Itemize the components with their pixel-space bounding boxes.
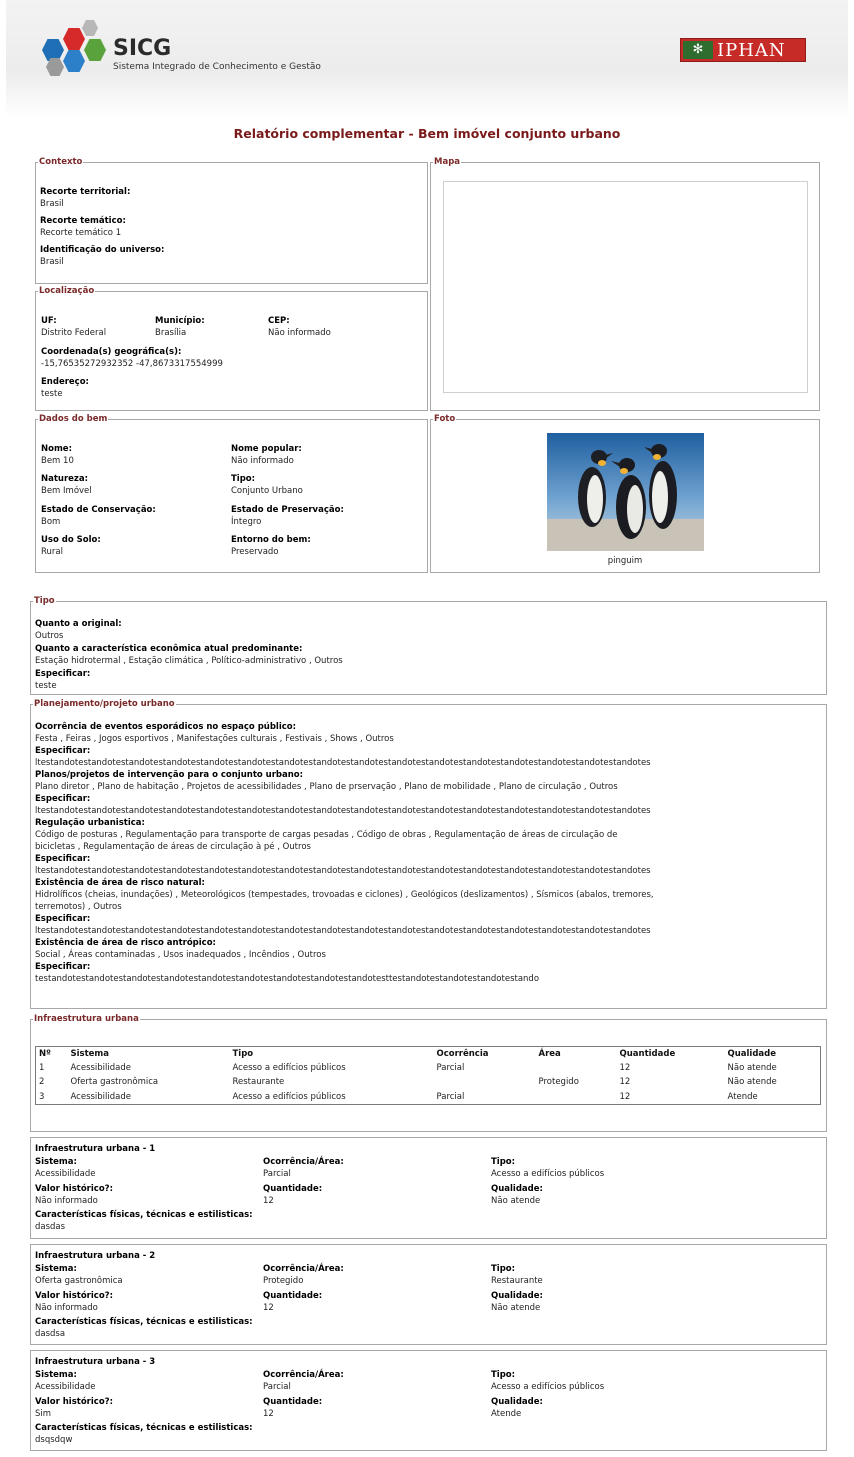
tipo-legend: Tipo: [34, 596, 55, 606]
cep-field: [268, 316, 331, 339]
table-row: [36, 1061, 821, 1076]
field-label: Estado de Preservação:: [231, 505, 344, 515]
infra-detail-title: Infraestrutura urbana - 1: [35, 1144, 156, 1154]
field-value: ltestandotestandotestandotestandotestandotestandotestandotestandotestandotestandotestandotestandotestandotestandotestandotestandotes: [35, 926, 651, 936]
table-cell: Atende: [727, 1091, 758, 1102]
field-label: Especificar:: [35, 794, 91, 804]
mapa-section: [430, 157, 820, 411]
field-value: 12: [263, 1409, 274, 1419]
field-label: Especificar:: [35, 746, 91, 756]
municipio-field: [155, 316, 205, 339]
sistema-field: [35, 1264, 123, 1287]
coordenadas-value: -15,76535272932352 -47,8673317554999: [41, 359, 223, 369]
field-label: Qualidade:: [491, 1291, 543, 1301]
field-value: Preservado: [231, 547, 279, 557]
table-cell: Não atende: [727, 1062, 777, 1073]
qualidade-field: [491, 1397, 543, 1420]
caracteristicas-field: [35, 1317, 253, 1340]
field-label: Sistema:: [35, 1157, 77, 1167]
field-value: Acesso a edifícios públicos: [491, 1382, 605, 1392]
preservacao-field: [231, 505, 344, 528]
valor-historico-field: [35, 1291, 113, 1314]
table-cell: Acessibilidade: [70, 1062, 131, 1073]
field-value: Parcial: [263, 1382, 291, 1392]
table-cell: Não atende: [727, 1077, 777, 1088]
field-value: Não informado: [35, 1196, 98, 1206]
field-value: Íntegro: [231, 517, 262, 527]
tipo-field: [491, 1370, 604, 1393]
iphan-label: IPHAN: [717, 40, 786, 61]
field-label: Regulação urbanistica:: [35, 818, 145, 828]
map-panel[interactable]: [443, 181, 808, 393]
localizacao-legend: Localização: [39, 286, 95, 296]
infra-detail-card: [30, 1350, 827, 1451]
endereco-field: [41, 377, 89, 400]
field-label: Valor histórico?:: [35, 1291, 113, 1301]
field-value: 12: [263, 1196, 274, 1206]
table-cell: Acesso a edifícios públicos: [232, 1062, 346, 1073]
ocorrencia-field: [263, 1264, 344, 1287]
field-label: Ocorrência/Área:: [263, 1264, 344, 1274]
table-cell: Restaurante: [232, 1077, 285, 1088]
field-label: Especificar:: [35, 914, 91, 924]
infra-detail-title: Infraestrutura urbana - 3: [35, 1357, 156, 1367]
planejamento-section: [30, 699, 827, 1009]
valor-historico-field: [35, 1184, 113, 1207]
entorno-field: [231, 535, 311, 558]
localizacao-section: [35, 286, 428, 411]
field-label: Estado de Conservação:: [41, 505, 156, 515]
field-value: 12: [263, 1303, 274, 1313]
field-value: Acessibilidade: [35, 1169, 96, 1179]
report-header: [6, 0, 848, 118]
table-cell: Acessibilidade: [70, 1091, 131, 1102]
sistema-field: [35, 1370, 96, 1393]
field-value: dasdas: [35, 1222, 66, 1232]
table-cell: Acesso a edifícios públicos: [232, 1091, 346, 1102]
field-value: Estação hidrotermal , Estação climática , Político-administrativo , Outros: [35, 656, 343, 666]
nome-popular-field: [231, 444, 302, 467]
field-value: ltestandotestandotestandotestandotestandotestandotestandotestandotestandotestandotestandotestandotestandotestandotestandotestandotes: [35, 866, 651, 876]
tipo-field: [491, 1157, 604, 1180]
field-value: Não atende: [491, 1303, 541, 1313]
column-header: Área: [538, 1048, 561, 1059]
field-value: Bom: [41, 517, 61, 527]
foto-section: [430, 414, 820, 573]
tipo-section: [30, 596, 827, 695]
table-cell: [536, 1061, 617, 1076]
field-label: Natureza:: [41, 474, 89, 484]
field-label: Planos/projetos de intervenção para o conjunto urbano:: [35, 770, 304, 780]
field-label: Ocorrência/Área:: [263, 1157, 344, 1167]
field-value: Restaurante: [491, 1276, 543, 1286]
infra-legend: Infraestrutura urbana: [34, 1014, 139, 1024]
table-cell: [434, 1075, 536, 1090]
photo-caption: pinguim: [607, 556, 643, 566]
column-header: Nº: [39, 1048, 51, 1059]
foto-legend: Foto: [434, 414, 456, 424]
field-label: Qualidade:: [491, 1397, 543, 1407]
valor-historico-field: [35, 1397, 113, 1420]
sicg-name: SICG: [113, 36, 172, 61]
field-value: dsqsdqw: [35, 1435, 73, 1445]
field-label: Sistema:: [35, 1370, 77, 1380]
caracteristicas-field: [35, 1423, 253, 1446]
quantidade-field: [263, 1184, 322, 1207]
field-label: Recorte temático:: [40, 216, 126, 226]
field-value: teste: [35, 681, 57, 691]
endereco-label: Endereço:: [41, 377, 89, 387]
table-cell: 12: [619, 1062, 631, 1073]
field-label: Especificar:: [35, 669, 91, 679]
field-value: dasdsa: [35, 1329, 66, 1339]
field-label: Características físicas, técnicas e estilisticas:: [35, 1210, 253, 1220]
contexto-fields: [40, 187, 423, 268]
conservacao-field: [41, 505, 156, 528]
ocorrencia-field: [263, 1157, 344, 1180]
uf-value: Distrito Federal: [41, 328, 107, 338]
field-label: Recorte territorial:: [40, 187, 131, 197]
sistema-field: [35, 1157, 96, 1180]
field-label: Valor histórico?:: [35, 1184, 113, 1194]
sicg-logo-icon: [42, 22, 108, 78]
infra-detail-card: [30, 1244, 827, 1345]
field-value: Festa , Feiras , Jogos esportivos , Manifestações culturais , Festivais , Shows , Outros: [35, 734, 394, 744]
coordenadas-label: Coordenada(s) geográfica(s):: [41, 347, 182, 357]
penguin-photo[interactable]: [547, 433, 704, 551]
field-label: Sistema:: [35, 1264, 77, 1274]
uf-label: UF:: [41, 316, 57, 326]
ocorrencia-field: [263, 1370, 344, 1393]
column-header: Quantidade: [619, 1048, 676, 1059]
tipo-field: [491, 1264, 543, 1287]
municipio-label: Município:: [155, 316, 205, 326]
field-value: Acesso a edifícios públicos: [491, 1169, 605, 1179]
cep-label: CEP:: [268, 316, 290, 326]
field-label: Uso do Solo:: [41, 535, 101, 545]
table-cell: Protegido: [538, 1077, 579, 1088]
infra-section: [30, 1014, 827, 1132]
field-label: Tipo:: [231, 474, 256, 484]
field-value: Parcial: [263, 1169, 291, 1179]
field-value: Outros: [35, 631, 64, 641]
table-cell: Oferta gastronômica: [70, 1077, 159, 1088]
field-value: testandotestandotestandotestandotestandotestandotestandotestandotestandotesttestandotestandotestandotestando: [35, 974, 540, 984]
field-value: Brasil: [40, 257, 64, 267]
field-value: ltestandotestandotestandotestandotestandotestandotestandotestandotestandotestandotestandotestandotestandotestandotestandotestandotes: [35, 806, 651, 816]
field-label: Existência de área de risco natural:: [35, 878, 205, 888]
field-value: Sim: [35, 1409, 52, 1419]
field-value: Não informado: [35, 1303, 98, 1313]
field-label: Quantidade:: [263, 1291, 323, 1301]
field-label: Identificação do universo:: [40, 245, 165, 255]
contexto-legend: Contexto: [39, 157, 83, 167]
contexto-section: [35, 157, 428, 284]
infra-table: [35, 1046, 821, 1105]
table-cell: 2: [39, 1077, 45, 1088]
table-cell: [536, 1090, 617, 1105]
field-label: Entorno do bem:: [231, 535, 311, 545]
municipio-value: Brasília: [155, 328, 187, 338]
field-label: Qualidade:: [491, 1184, 543, 1194]
field-value: Plano diretor , Plano de habitação , Projetos de acessibilidades , Plano de prservação , Plano de mobilidade , Plano de circulação , Outros: [35, 782, 618, 792]
table-cell: 1: [39, 1062, 45, 1073]
field-label: Nome:: [41, 444, 72, 454]
table-cell: Parcial: [436, 1091, 465, 1102]
field-value: Não atende: [491, 1196, 541, 1206]
field-label: Tipo:: [491, 1157, 516, 1167]
field-label: Quantidade:: [263, 1184, 323, 1194]
field-value: Rural: [41, 547, 63, 557]
infra-detail-title: Infraestrutura urbana - 2: [35, 1251, 156, 1261]
field-value: Bem 10: [41, 456, 74, 466]
uso-solo-field: [41, 535, 101, 558]
caracteristicas-field: [35, 1210, 253, 1233]
field-label: Ocorrência/Área:: [263, 1370, 344, 1380]
field-label: Nome popular:: [231, 444, 302, 454]
field-value: ltestandotestandotestandotestandotestandotestandotestandotestandotestandotestandotestandotestandotestandotestandotestandotestandotes: [35, 758, 651, 768]
field-value: Brasil: [40, 199, 64, 209]
table-cell: 12: [619, 1091, 631, 1102]
cep-value: Não informado: [268, 328, 331, 338]
field-label: Especificar:: [35, 962, 91, 972]
field-label: Quanto a original:: [35, 619, 122, 629]
column-header: Qualidade: [727, 1048, 777, 1059]
field-value: Hidrolíficos (cheias, inundações) , Meteorológicos (tempestades, trovoadas e ciclones) , Geológicos (deslizamentos) , Sísmicos (abalos, tremores, terremotos) , Outros: [35, 890, 654, 912]
field-label: Quantidade:: [263, 1397, 323, 1407]
quantidade-field: [263, 1291, 322, 1314]
field-label: Tipo:: [491, 1264, 516, 1274]
tipo-field: [231, 474, 303, 497]
dados-bem-legend: Dados do bem: [39, 414, 108, 424]
field-label: Características físicas, técnicas e estilisticas:: [35, 1317, 253, 1327]
dados-bem-section: [35, 414, 428, 573]
field-value: Oferta gastronômica: [35, 1276, 123, 1286]
table-cell: 12: [619, 1077, 631, 1088]
column-header: Sistema: [70, 1048, 110, 1059]
tipo-fields: [35, 619, 822, 692]
planejamento-fields: [35, 722, 655, 985]
natureza-field: [41, 474, 92, 497]
mapa-legend: Mapa: [434, 157, 461, 167]
field-label: Existência de área de risco antrópico:: [35, 938, 216, 948]
table-header-row: [36, 1047, 821, 1061]
field-value: Recorte temático 1: [40, 228, 122, 238]
field-value: Código de posturas , Regulamentação para transporte de cargas pesadas , Código de obras , Regulamentação de áreas de circulação de bicicletas , Regulamentação de áreas de circulação à pé , Outros: [35, 830, 618, 852]
coordenadas-field: [41, 347, 223, 370]
column-header: Tipo: [232, 1048, 254, 1059]
field-label: Ocorrência de eventos esporádicos no espaço público:: [35, 722, 297, 732]
iphan-logo: [680, 38, 806, 62]
field-value: Protegido: [263, 1276, 304, 1286]
column-header: Ocorrência: [436, 1048, 489, 1059]
table-row: [36, 1090, 821, 1105]
endereco-value: teste: [41, 389, 63, 399]
field-label: Quanto a característica econômica atual predominante:: [35, 644, 303, 654]
field-label: Tipo:: [491, 1370, 516, 1380]
field-value: Acessibilidade: [35, 1382, 96, 1392]
table-cell: Parcial: [436, 1062, 465, 1073]
planejamento-legend: Planejamento/projeto urbano: [34, 699, 175, 709]
table-cell: 3: [39, 1091, 45, 1102]
field-value: Conjunto Urbano: [231, 486, 303, 496]
page-title: Relatório complementar - Bem imóvel conjunto urbano: [233, 126, 621, 141]
iphan-emblem-icon: ✻: [683, 41, 713, 59]
field-label: Valor histórico?:: [35, 1397, 113, 1407]
field-value: Atende: [491, 1409, 522, 1419]
field-value: Social , Áreas contaminadas , Usos inadequados , Incêndios , Outros: [35, 950, 326, 960]
nome-field: [41, 444, 74, 467]
field-label: Especificar:: [35, 854, 91, 864]
qualidade-field: [491, 1291, 543, 1314]
sicg-subtitle: Sistema Integrado de Conhecimento e Gestão: [113, 62, 321, 72]
table-row: [36, 1075, 821, 1090]
uf-field: [41, 316, 106, 339]
field-value: Bem Imóvel: [41, 486, 92, 496]
qualidade-field: [491, 1184, 543, 1207]
field-label: Características físicas, técnicas e estilisticas:: [35, 1423, 253, 1433]
field-value: Não informado: [231, 456, 294, 466]
quantidade-field: [263, 1397, 322, 1420]
infra-detail-card: [30, 1137, 827, 1239]
